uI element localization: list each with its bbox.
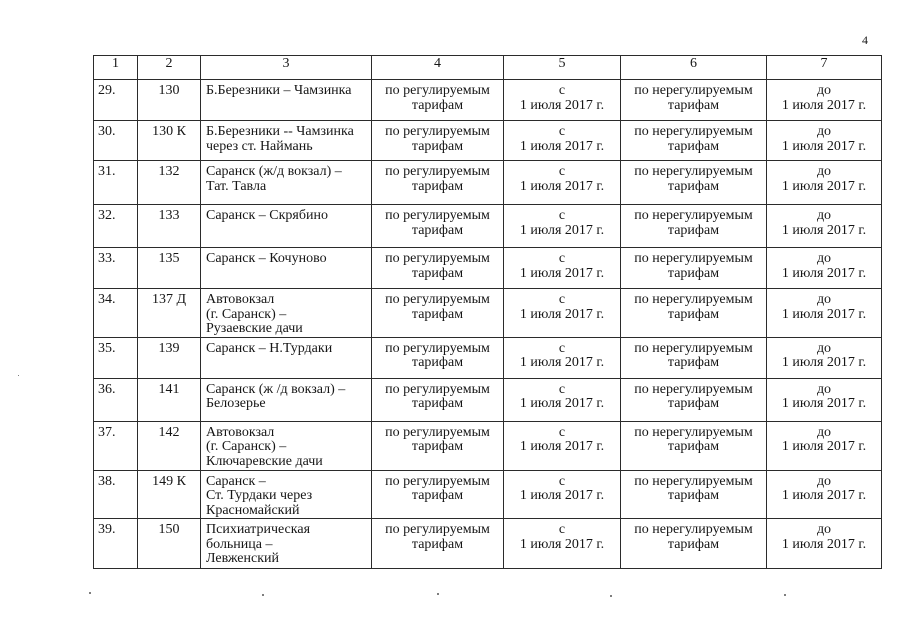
cell-text-line: тарифам	[411, 178, 464, 194]
cell-end-date	[767, 378, 882, 421]
cell-number	[94, 121, 138, 161]
column-header-7: 7	[767, 56, 882, 80]
cell-number	[94, 289, 138, 338]
cell-text-line: по регулируемым	[385, 83, 490, 98]
scan-speck	[610, 595, 612, 597]
cell-text-line: по регулируемым	[385, 424, 490, 440]
cell-text-line: Саранск (ж /д вокзал) –	[206, 381, 346, 397]
cell-start-date	[504, 80, 621, 121]
cell-text-line: по регулируемым	[385, 124, 490, 139]
column-header-5: 5	[504, 56, 621, 80]
cell-text-line: 1 июля 2017 г.	[519, 178, 605, 194]
cell-text-line: по нерегулируемым	[634, 124, 753, 139]
cell-text-line: с	[558, 340, 566, 356]
cell-text-line: 1 июля 2017 г.	[781, 178, 867, 194]
cell-text-line: с	[558, 208, 566, 223]
cell-start-date	[504, 337, 621, 378]
cell-start-date	[504, 378, 621, 421]
cell-start-date	[504, 121, 621, 161]
cell-end-date	[767, 205, 882, 248]
cell-route-name	[201, 337, 372, 378]
cell-text-line: до	[816, 292, 832, 307]
cell-tariff-regulated	[372, 378, 504, 421]
cell-text-line: 139	[158, 340, 180, 356]
cell-start-date	[504, 161, 621, 205]
table-row	[94, 248, 882, 289]
cell-text-line: с	[558, 381, 566, 397]
cell-text-line: тарифам	[411, 536, 464, 552]
cell-tariff-unregulated	[621, 121, 767, 161]
table-row	[94, 470, 882, 519]
cell-text-line: Саранск – Скрябино	[206, 208, 328, 223]
cell-text-line: через ст. Наймань	[206, 138, 313, 154]
cell-text-line: Красномайский	[206, 502, 300, 518]
cell-text-line: 1 июля 2017 г.	[519, 97, 605, 113]
cell-text-line: до	[816, 164, 832, 179]
cell-text-line: с	[558, 473, 566, 489]
cell-text-line: 150	[158, 522, 180, 537]
cell-text-line: 142	[158, 424, 180, 440]
cell-text-line: по регулируемым	[385, 208, 490, 223]
cell-text-line: тарифам	[411, 306, 464, 322]
cell-end-date	[767, 161, 882, 205]
cell-route-number	[138, 161, 201, 205]
cell-route-number	[138, 421, 201, 470]
cell-number	[94, 519, 138, 569]
cell-text-line: 34.	[98, 292, 116, 307]
table-row	[94, 289, 882, 338]
cell-text-line: тарифам	[411, 439, 464, 454]
cell-text-line: с	[558, 83, 566, 98]
cell-tariff-regulated	[372, 421, 504, 470]
cell-text-line: Тат. Тавла	[206, 178, 267, 194]
cell-route-number	[138, 337, 201, 378]
cell-end-date	[767, 289, 882, 338]
cell-text-line: до	[816, 424, 832, 440]
cell-text-line: по нерегулируемым	[634, 340, 753, 356]
cell-text-line: 1 июля 2017 г.	[781, 265, 867, 281]
cell-text-line: тарифам	[667, 488, 720, 503]
cell-number	[94, 80, 138, 121]
cell-text-line: тарифам	[667, 439, 720, 454]
cell-text-line: до	[816, 381, 832, 397]
column-header-2: 2	[138, 56, 201, 80]
cell-text-line: 130	[158, 83, 180, 98]
cell-tariff-unregulated	[621, 470, 767, 519]
cell-text-line: 1 июля 2017 г.	[781, 355, 867, 370]
cell-route-name	[201, 378, 372, 421]
cell-tariff-regulated	[372, 337, 504, 378]
cell-tariff-unregulated	[621, 337, 767, 378]
cell-text-line: Саранск –	[206, 473, 266, 489]
scan-speck	[784, 594, 786, 596]
cell-text-line: тарифам	[667, 355, 720, 370]
cell-text-line: 1 июля 2017 г.	[519, 439, 605, 454]
column-header-1: 1	[94, 56, 138, 80]
table-row	[94, 519, 882, 569]
cell-text-line: Рузаевские дачи	[206, 321, 303, 336]
cell-text-line: тарифам	[411, 222, 464, 238]
cell-text-line: 132	[158, 164, 180, 179]
cell-end-date	[767, 470, 882, 519]
cell-text-line: 33.	[98, 251, 116, 266]
cell-text-line: до	[816, 124, 832, 139]
cell-text-line: по регулируемым	[385, 473, 490, 489]
cell-text-line: по нерегулируемым	[634, 522, 753, 537]
cell-text-line: тарифам	[411, 265, 464, 281]
header-row	[94, 56, 882, 80]
cell-tariff-regulated	[372, 519, 504, 569]
cell-text-line: по регулируемым	[385, 522, 490, 537]
cell-number	[94, 378, 138, 421]
cell-text-line: 1 июля 2017 г.	[519, 265, 605, 281]
cell-route-number	[138, 519, 201, 569]
cell-tariff-unregulated	[621, 161, 767, 205]
cell-route-name	[201, 161, 372, 205]
cell-tariff-regulated	[372, 248, 504, 289]
cell-route-number	[138, 121, 201, 161]
cell-text-line: 1 июля 2017 г.	[519, 488, 605, 503]
cell-text-line: до	[816, 473, 832, 489]
cell-text-line: 1 июля 2017 г.	[519, 355, 605, 370]
cell-start-date	[504, 519, 621, 569]
cell-text-line: 1 июля 2017 г.	[781, 396, 867, 411]
cell-start-date	[504, 248, 621, 289]
cell-text-line: 141	[158, 381, 180, 397]
cell-text-line: Автовокзал	[206, 424, 275, 440]
cell-text-line: 1 июля 2017 г.	[519, 222, 605, 238]
page-number: 4	[862, 33, 868, 47]
cell-text-line: тарифам	[667, 306, 720, 322]
table-row	[94, 121, 882, 161]
cell-tariff-unregulated	[621, 205, 767, 248]
cell-text-line: Ст. Турдаки через	[206, 488, 313, 503]
column-header-4: 4	[372, 56, 504, 80]
cell-start-date	[504, 205, 621, 248]
column-header-3: 3	[201, 56, 372, 80]
cell-text-line: тарифам	[411, 396, 464, 411]
cell-text-line: по регулируемым	[385, 292, 490, 307]
cell-text-line: 1 июля 2017 г.	[519, 536, 605, 552]
cell-route-number	[138, 378, 201, 421]
cell-tariff-regulated	[372, 121, 504, 161]
cell-text-line: по нерегулируемым	[634, 292, 753, 307]
cell-text-line: тарифам	[667, 222, 720, 238]
cell-tariff-unregulated	[621, 248, 767, 289]
cell-tariff-unregulated	[621, 289, 767, 338]
cell-text-line: тарифам	[667, 138, 720, 154]
cell-number	[94, 205, 138, 248]
cell-text-line: тарифам	[667, 265, 720, 281]
cell-route-number	[138, 205, 201, 248]
cell-text-line: до	[816, 208, 832, 223]
cell-text-line: тарифам	[667, 536, 720, 552]
cell-text-line: по регулируемым	[385, 340, 490, 356]
cell-text-line: 1 июля 2017 г.	[519, 138, 605, 154]
cell-text-line: по нерегулируемым	[634, 208, 753, 223]
cell-text-line: 137 Д	[151, 292, 187, 307]
cell-route-name	[201, 121, 372, 161]
cell-text-line: 149 К	[152, 473, 186, 489]
cell-text-line: тарифам	[667, 97, 720, 113]
table-row	[94, 378, 882, 421]
cell-end-date	[767, 337, 882, 378]
cell-text-line: 36.	[98, 381, 116, 397]
cell-text-line: с	[558, 292, 566, 307]
cell-text-line: тарифам	[411, 488, 464, 503]
cell-tariff-regulated	[372, 161, 504, 205]
cell-text-line: тарифам	[667, 396, 720, 411]
cell-text-line: тарифам	[667, 178, 720, 194]
cell-text-line: по нерегулируемым	[634, 164, 753, 179]
cell-start-date	[504, 289, 621, 338]
cell-tariff-regulated	[372, 205, 504, 248]
cell-text-line: тарифам	[411, 355, 464, 370]
cell-text-line: 39.	[98, 522, 116, 537]
cell-text-line: 29.	[98, 83, 116, 98]
cell-end-date	[767, 421, 882, 470]
cell-text-line: 32.	[98, 208, 116, 223]
cell-route-name	[201, 80, 372, 121]
cell-end-date	[767, 121, 882, 161]
cell-end-date	[767, 519, 882, 569]
cell-tariff-regulated	[372, 289, 504, 338]
cell-text-line: Саранск (ж/д вокзал) –	[206, 164, 342, 179]
column-header-6: 6	[621, 56, 767, 80]
cell-number	[94, 248, 138, 289]
cell-text-line: Ключаревские дачи	[206, 453, 323, 469]
cell-text-line: 1 июля 2017 г.	[781, 439, 867, 454]
cell-text-line: 1 июля 2017 г.	[519, 306, 605, 322]
cell-tariff-unregulated	[621, 519, 767, 569]
cell-text-line: Психиатрическая	[206, 522, 311, 537]
cell-text-line: Автовокзал	[206, 292, 275, 307]
cell-text-line: по нерегулируемым	[634, 251, 753, 266]
cell-text-line: 1 июля 2017 г.	[781, 222, 867, 238]
cell-text-line: 37.	[98, 424, 116, 440]
cell-route-number	[138, 470, 201, 519]
cell-text-line: 1 июля 2017 г.	[781, 138, 867, 154]
cell-text-line: (г. Саранск) –	[206, 439, 287, 454]
cell-text-line: 38.	[98, 473, 116, 489]
cell-text-line: с	[558, 124, 566, 139]
cell-text-line: 1 июля 2017 г.	[781, 97, 867, 113]
cell-text-line: с	[558, 164, 566, 179]
cell-text-line: 1 июля 2017 г.	[781, 306, 867, 322]
cell-tariff-regulated	[372, 470, 504, 519]
scan-speck	[89, 592, 91, 594]
cell-tariff-unregulated	[621, 80, 767, 121]
cell-text-line: 1 июля 2017 г.	[781, 536, 867, 552]
table-header	[94, 56, 882, 80]
cell-text-line: Б.Березники – Чамзинка	[206, 83, 352, 98]
table-row	[94, 80, 882, 121]
cell-text-line: 30.	[98, 124, 116, 139]
cell-route-name	[201, 421, 372, 470]
cell-tariff-regulated	[372, 80, 504, 121]
cell-start-date	[504, 470, 621, 519]
table-body	[94, 80, 882, 569]
cell-text-line: 35.	[98, 340, 116, 356]
table-row	[94, 205, 882, 248]
cell-text-line: Белозерье	[206, 396, 266, 411]
cell-route-number	[138, 248, 201, 289]
cell-text-line: до	[816, 83, 832, 98]
cell-text-line: тарифам	[411, 138, 464, 154]
cell-text-line: по нерегулируемым	[634, 381, 753, 397]
cell-text-line: по регулируемым	[385, 164, 490, 179]
cell-text-line: с	[558, 424, 566, 440]
scan-speck	[18, 375, 19, 376]
cell-route-number	[138, 80, 201, 121]
cell-number	[94, 470, 138, 519]
cell-number	[94, 337, 138, 378]
cell-text-line: 31.	[98, 164, 116, 179]
cell-text-line: 130 К	[152, 124, 186, 139]
cell-text-line: по нерегулируемым	[634, 424, 753, 440]
scan-speck	[262, 594, 264, 596]
cell-text-line: Саранск – Н.Турдаки	[206, 340, 333, 356]
scan-speck	[437, 593, 439, 595]
cell-text-line: тарифам	[411, 97, 464, 113]
cell-text-line: по нерегулируемым	[634, 83, 753, 98]
cell-route-name	[201, 470, 372, 519]
cell-text-line: с	[558, 251, 566, 266]
cell-tariff-unregulated	[621, 421, 767, 470]
cell-number	[94, 161, 138, 205]
cell-end-date	[767, 80, 882, 121]
cell-text-line: до	[816, 522, 832, 537]
routes-table	[93, 55, 882, 569]
cell-route-number	[138, 289, 201, 338]
cell-text-line: с	[558, 522, 566, 537]
table-row	[94, 421, 882, 470]
cell-route-name	[201, 205, 372, 248]
cell-tariff-unregulated	[621, 378, 767, 421]
cell-text-line: (г. Саранск) –	[206, 306, 287, 322]
cell-text-line: до	[816, 251, 832, 266]
cell-end-date	[767, 248, 882, 289]
cell-text-line: по регулируемым	[385, 381, 490, 397]
cell-route-name	[201, 248, 372, 289]
cell-text-line: Б.Березники -- Чамзинка	[206, 124, 354, 139]
cell-text-line: 1 июля 2017 г.	[519, 396, 605, 411]
cell-text-line: 133	[158, 208, 180, 223]
cell-route-name	[201, 289, 372, 338]
cell-text-line: Левженский	[206, 551, 280, 566]
cell-text-line: 135	[158, 251, 180, 266]
cell-text-line: Саранск – Кочуново	[206, 251, 327, 266]
cell-text-line: 1 июля 2017 г.	[781, 488, 867, 503]
cell-text-line: до	[816, 340, 832, 356]
cell-text-line: по нерегулируемым	[634, 473, 753, 489]
cell-text-line: больница –	[206, 536, 273, 552]
cell-number	[94, 421, 138, 470]
table-row	[94, 337, 882, 378]
cell-text-line: по регулируемым	[385, 251, 490, 266]
cell-route-name	[201, 519, 372, 569]
cell-start-date	[504, 421, 621, 470]
table-row	[94, 161, 882, 205]
